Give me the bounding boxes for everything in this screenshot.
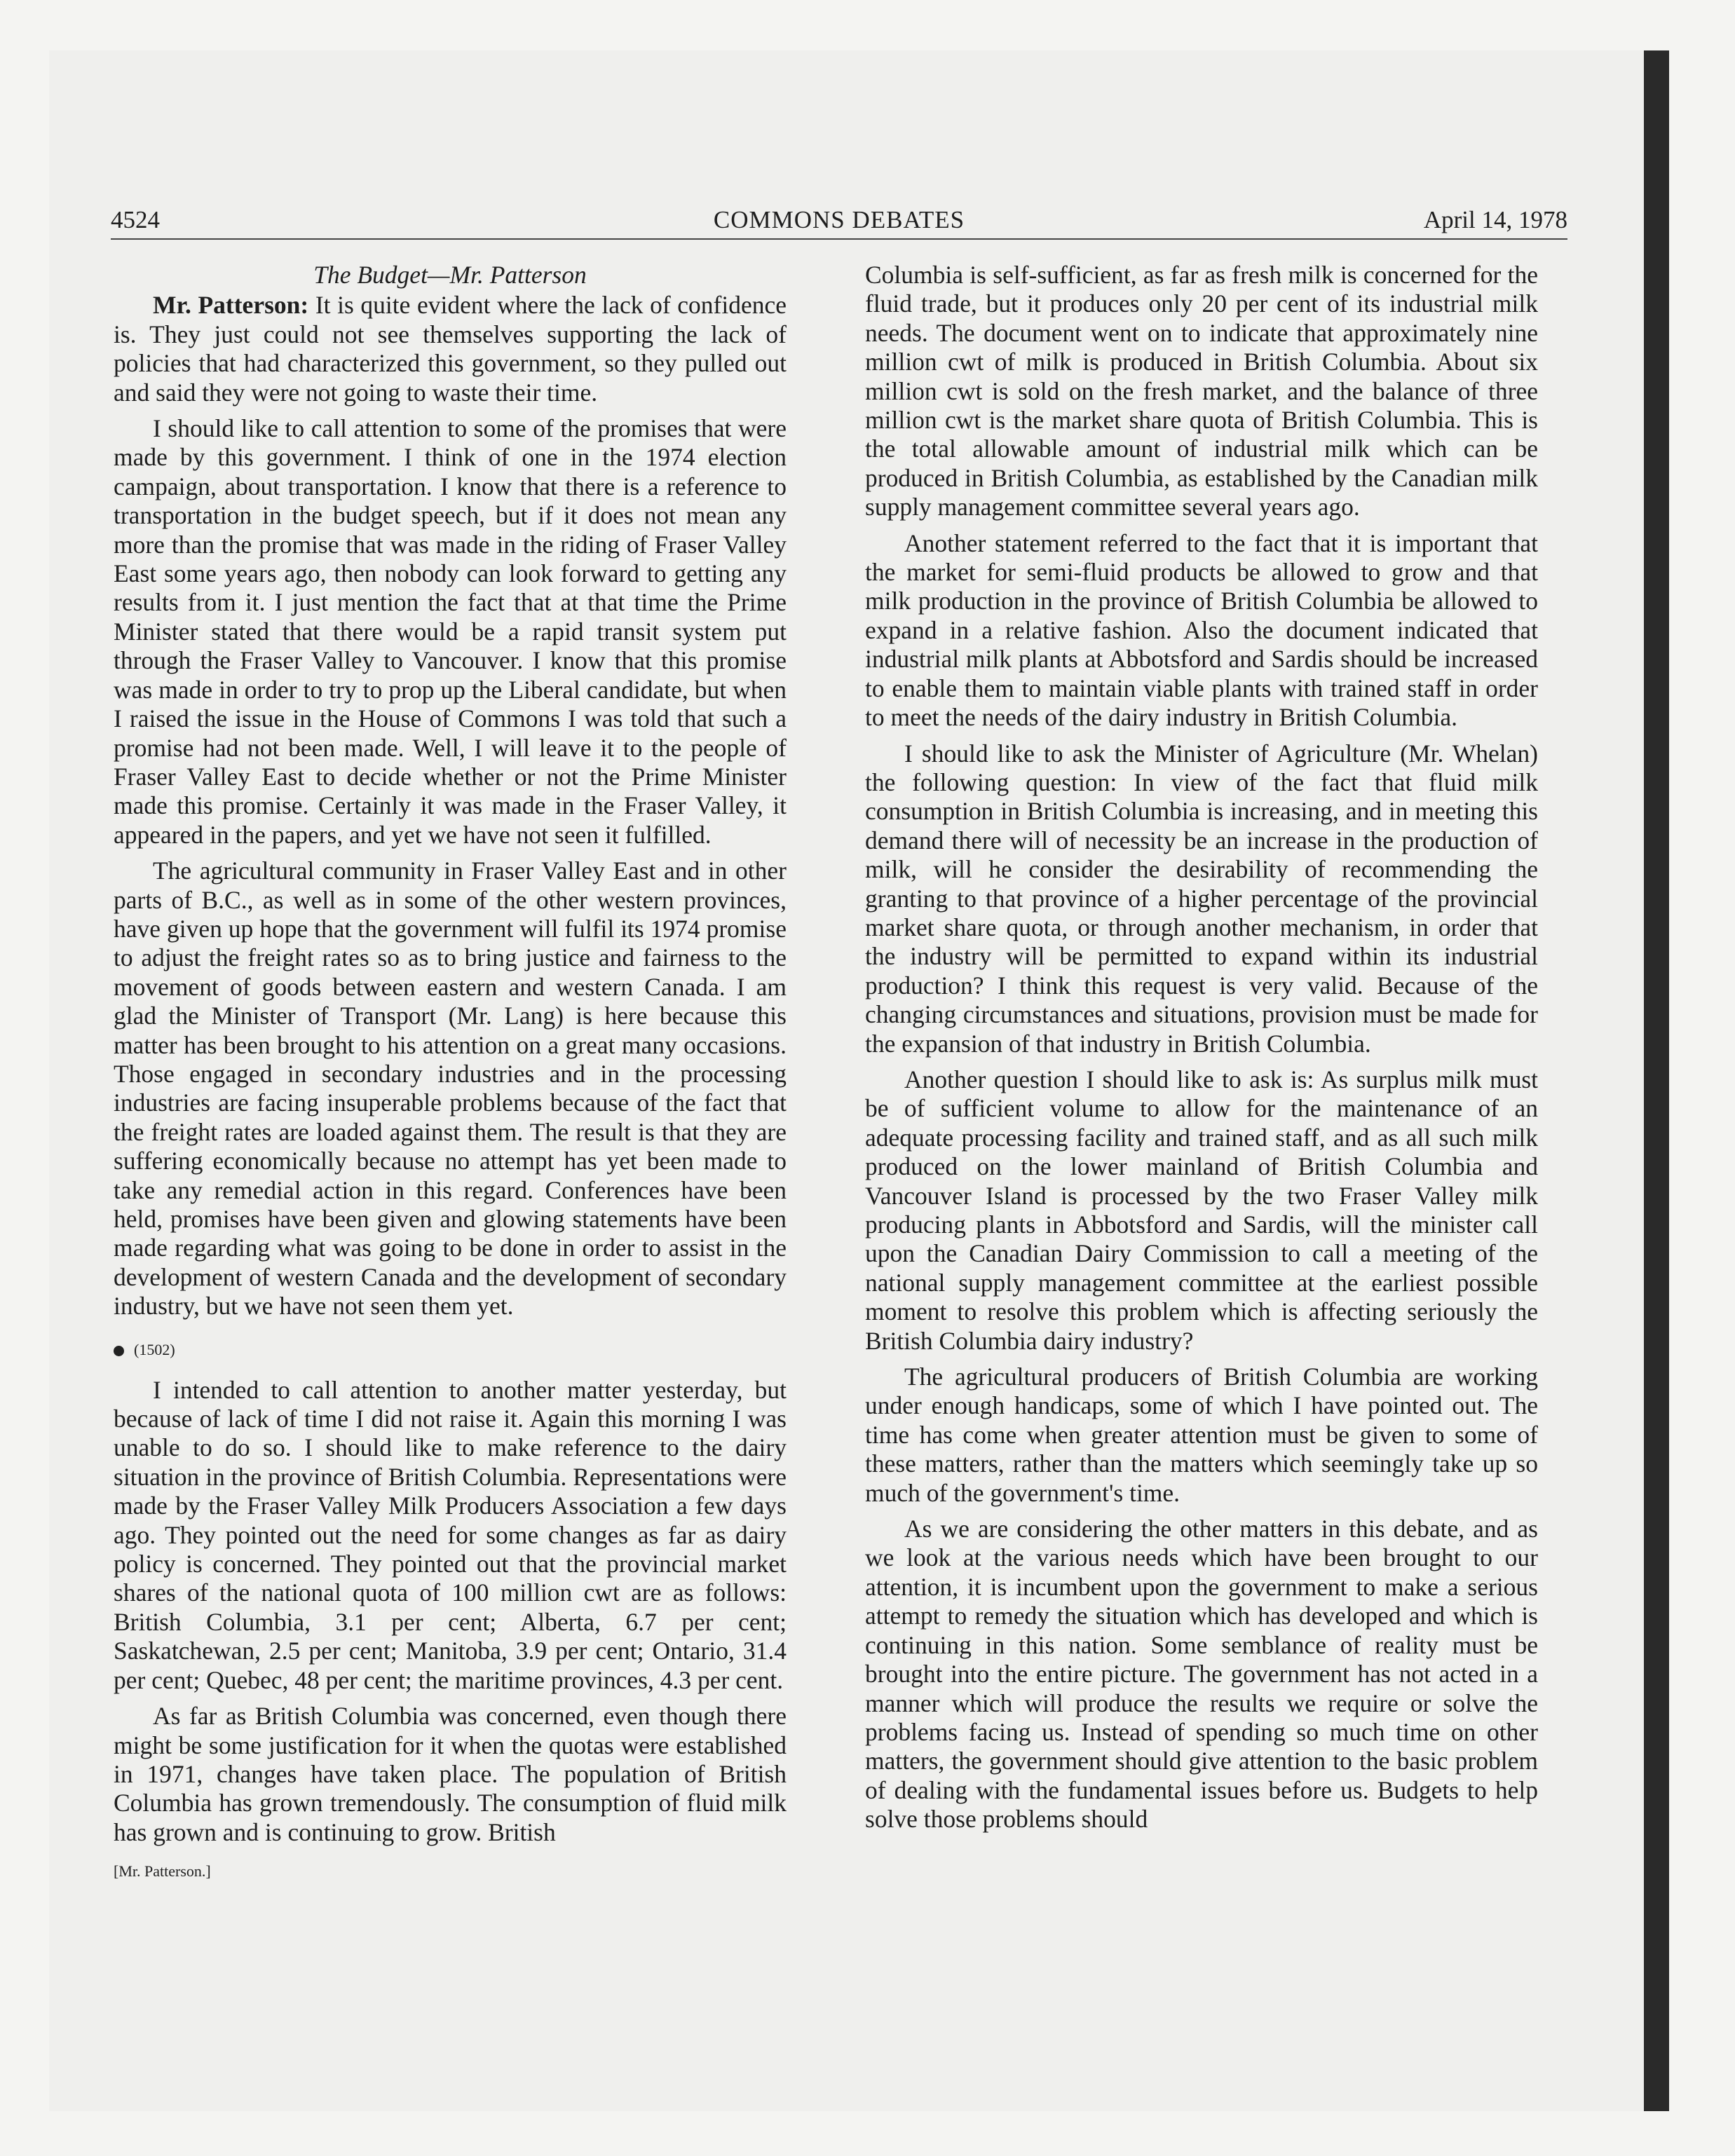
- paragraph: The agricultural producers of British Columbia are working under enough handicaps, some of which I have pointed out. The time has come when greater attention must be given to some of these matters, rather than the matters which seemingly take up so much of the government's time.: [865, 1363, 1538, 1507]
- publication-title: COMMONS DEBATES: [713, 206, 965, 233]
- paragraph: [114, 291, 787, 407]
- page-header: [111, 203, 1567, 240]
- paragraph: I intended to call attention to another matter yesterday, but because of lack of time I did not raise it. Again this morning I was unable to do so. I should like to make reference to the dairy situation in the province of British Columbia. Representations were made by the Fraser Valley Milk Producers Association a few days ago. They pointed out the need for some changes as far as dairy policy is concerned. They pointed out that the provincial market shares of the national quota of 100 million cwt are as follows: British Columbia, 3.1 per cent; Alberta, 6.7 per cent; Saskatchewan, 2.5 per cent; Manitoba, 3.9 per cent; Ontario, 31.4 per cent; Quebec, 48 per cent; the maritime provinces, 4.3 per cent.: [114, 1375, 787, 1694]
- speaker-footer: [Mr. Patterson.]: [114, 1862, 211, 1881]
- paragraph: I should like to call attention to some of the promises that were made by this government. I think of one in the 1974 election campaign, about transportation. I know that there is a reference to transportation in the budget speech, but if it does not mean any more than the promise that was made in the riding of Fraser Valley East some years ago, then nobody can look forward to getting any results from it. I just mention the fact that at that time the Prime Minister stated that there would be a rapid transit system put through the Fraser Valley to Vancouver. I know that this promise was made in order to try to prop up the Liberal candidate, but when I raised the issue in the House of Commons I was told that such a promise had not been made. Well, I will leave it to the people of Fraser Valley East to decide whether or not the Prime Minister made this promise. Certainly it was made in the Fraser Valley, it appeared in the papers, and yet we have not seen it fulfilled.: [114, 414, 787, 849]
- left-column: [114, 261, 787, 1882]
- paragraph: Another question I should like to ask is: As surplus milk must be of sufficient volume to allow for the maintenance of an adequate processing facility and trained staff, and as all such milk produced on the lower mainland of British Columbia and Vancouver Island is processed by the two Fraser Valley milk producing plants in Abbotsford and Sardis, will the minister call upon the Canadian Dairy Commission to call a meeting of the national supply management committee at the earliest possible moment to resolve this problem which is affecting seriously the British Columbia dairy industry?: [865, 1065, 1538, 1355]
- page-number: 4524: [111, 206, 160, 233]
- running-title: The Budget—Mr. Patterson: [313, 261, 587, 289]
- paragraph: The agricultural community in Fraser Valley East and in other parts of B.C., as well as in some of the other western provinces, have given up hope that the government will fulfil its 1974 promise to adjust the freight rates so as to bring justice and fairness to the movement of goods between eastern and western Canada. I am glad the Minister of Transport (Mr. Lang) is here because this matter has been brought to his attention on a great many occasions. Those engaged in secondary industries and in the processing industries are facing insuperable problems because of the fact that the freight rates are loaded against them. The result is that they are suffering economically because no attempt has yet been made to take any remedial action in this regard. Conferences have been held, promises have been given and glowing statements have been made regarding what was going to be done in order to assist in the development of western Canada and the development of secondary industry, but we have not seen them yet.: [114, 857, 787, 1321]
- speaker-name: Mr. Patterson:: [153, 291, 309, 320]
- timestamp: [114, 1339, 787, 1360]
- paragraph: As we are considering the other matters in this debate, and as we look at the various needs which have been brought to our attention, it is incumbent upon the government to make a serious attempt to remedy the situation which has developed and which is continuing in this nation. Some semblance of reality must be brought into the entire picture. The government has not acted in a manner which will produce the results we require or solve the problems facing us. Instead of spending so much time on other matters, the government should give attention to the basic problem of dealing with the fundamental issues before us. Budgets to help solve those problems should: [865, 1515, 1538, 1834]
- paragraph: I should like to ask the Minister of Agriculture (Mr. Whelan) the following question: In view of the fact that fluid milk consumption in British Columbia is increasing, and in meeting this demand there will of necessity be an increase in the production of milk, will he consider the desirability of recommending the granting to that province of a higher percentage of the provincial market share quota, or through another mechanism, in order that the industry will be permitted to expand within its industrial production? I think this request is very valid. Because of the changing circumstances and situations, provision must be made for the expansion of that industry in British Columbia.: [865, 739, 1538, 1058]
- publication-date: April 14, 1978: [1423, 206, 1567, 233]
- paragraph-text: It is quite evident where the lack of confidence is. They just could not see themselves supporting the lack of policies that had characterized this government, so they pulled out and said they were not going to waste their time.: [114, 291, 787, 407]
- bullet-dot-icon: [114, 1346, 124, 1356]
- timestamp-text: (1502): [134, 1340, 175, 1358]
- paragraph: Another statement referred to the fact that it is important that the market for semi-fluid products be allowed to grow and that milk production in the province of British Columbia be allowed to expand in a relative fashion. Also the document indicated that industrial milk plants at Abbotsford and Sardis should be increased to enable them to maintain viable plants with trained staff in order to meet the needs of the dairy industry in British Columbia.: [865, 528, 1538, 732]
- page-edge-shadow: [1644, 50, 1669, 2111]
- paragraph: Columbia is self-sufficient, as far as fresh milk is concerned for the fluid trade, but it produces only 20 per cent of its industrial milk needs. The document went on to indicate that approximately nine million cwt of milk is produced in British Columbia. About six million cwt is sold on the fresh market, and the balance of three million cwt is the market share quota of British Columbia. This is the total allowable amount of industrial milk which can be produced in British Columbia, as established by the Canadian milk supply management committee several years ago.: [865, 261, 1538, 521]
- right-column: [865, 261, 1538, 1834]
- paragraph: As far as British Columbia was concerned, even though there might be some justification for it when the quotas were established in 1971, changes have taken place. The population of British Columbia has grown tremendously. The consumption of fluid milk has grown and is continuing to grow. British: [114, 1702, 787, 1846]
